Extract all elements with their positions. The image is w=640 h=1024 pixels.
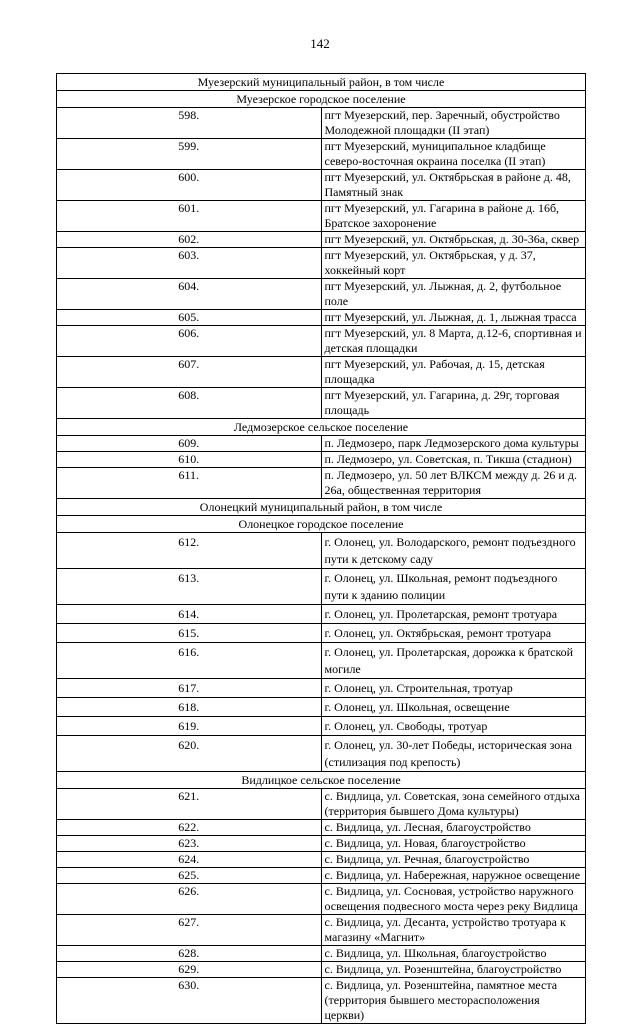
row-number: 630. <box>57 978 322 1024</box>
table-row <box>57 789 586 820</box>
row-description: пгт Муезерский, ул. Октябрьская в районе д. 48, Памятный знак <box>321 170 586 201</box>
row-number: 615. <box>57 624 322 643</box>
section-header-row <box>57 516 586 533</box>
row-number: 602. <box>57 232 322 248</box>
row-description: пгт Муезерский, ул. Октябрьская, д. 30-36а, сквер <box>321 232 586 248</box>
row-number: 629. <box>57 962 322 978</box>
table-row <box>57 852 586 868</box>
row-number: 604. <box>57 279 322 310</box>
row-description: с. Видлица, ул. Школьная, благоустройство <box>321 946 586 962</box>
table-row <box>57 452 586 468</box>
row-description: пгт Муезерский, ул. Рабочая, д. 15, детская площадка <box>321 357 586 388</box>
row-number: 606. <box>57 326 322 357</box>
row-description: пгт Муезерский, ул. Октябрьская, у д. 37, хоккейный корт <box>321 248 586 279</box>
table-row <box>57 170 586 201</box>
table-row <box>57 248 586 279</box>
table-row <box>57 279 586 310</box>
row-description: п. Ледмозеро, ул. Советская, п. Тикша (стадион) <box>321 452 586 468</box>
table-row <box>57 139 586 170</box>
table-row <box>57 468 586 499</box>
row-number: 624. <box>57 852 322 868</box>
table-row <box>57 436 586 452</box>
row-number: 622. <box>57 820 322 836</box>
row-number: 599. <box>57 139 322 170</box>
table-row <box>57 978 586 1024</box>
table-row <box>57 310 586 326</box>
row-description: пгт Муезерский, ул. 8 Марта, д.12-6, спортивная и детская площадки <box>321 326 586 357</box>
row-number: 614. <box>57 605 322 624</box>
row-number: 621. <box>57 789 322 820</box>
row-number: 605. <box>57 310 322 326</box>
row-description: с. Видлица, ул. Розенштейна, благоустройство <box>321 962 586 978</box>
table-row <box>57 946 586 962</box>
row-description: г. Олонец, ул. Пролетарская, ремонт тротуара <box>321 605 586 624</box>
table-row <box>57 868 586 884</box>
row-description: пгт Муезерский, пер. Заречный, обустройство Молодежной площадки (II этап) <box>321 108 586 139</box>
row-number: 628. <box>57 946 322 962</box>
row-number: 613. <box>57 569 322 605</box>
table-row <box>57 388 586 419</box>
table-row <box>57 232 586 248</box>
page-number: 142 <box>310 36 330 51</box>
row-description: г. Олонец, ул. Школьная, ремонт подъездного пути к зданию полиции <box>321 569 586 605</box>
row-description: пгт Муезерский, муниципальное кладбище северо-восточная окраина поселка (II этап) <box>321 139 586 170</box>
row-description: с. Видлица, ул. Советская, зона семейного отдыха (территория бывшего Дома культуры) <box>321 789 586 820</box>
table-body <box>57 74 586 1024</box>
section-title: Муезерский муниципальный район, в том числе <box>57 74 586 91</box>
row-number: 608. <box>57 388 322 419</box>
table-row <box>57 820 586 836</box>
table-row <box>57 643 586 679</box>
row-number: 609. <box>57 436 322 452</box>
table-row <box>57 624 586 643</box>
row-number: 616. <box>57 643 322 679</box>
row-description: г. Олонец, ул. Пролетарская, дорожка к братской могиле <box>321 643 586 679</box>
row-description: пгт Муезерский, ул. Лыжная, д. 2, футбольное поле <box>321 279 586 310</box>
row-number: 611. <box>57 468 322 499</box>
row-description: с. Видлица, ул. Набережная, наружное освещение <box>321 868 586 884</box>
row-description: с. Видлица, ул. Десанта, устройство тротуара к магазину «Магнит» <box>321 915 586 946</box>
row-number: 612. <box>57 533 322 569</box>
table-row <box>57 836 586 852</box>
table-row <box>57 201 586 232</box>
table-row <box>57 915 586 946</box>
section-header-row <box>57 499 586 516</box>
row-description: г. Олонец, ул. Октябрьская, ремонт тротуара <box>321 624 586 643</box>
section-header-row <box>57 772 586 789</box>
row-description: с. Видлица, ул. Речная, благоустройство <box>321 852 586 868</box>
section-title: Олонецкий муниципальный район, в том числе <box>57 499 586 516</box>
row-number: 598. <box>57 108 322 139</box>
row-description: пгт Муезерский, ул. Гагарина, д. 29г, торговая площадь <box>321 388 586 419</box>
row-description: г. Олонец, ул. Свободы, тротуар <box>321 717 586 736</box>
row-description: с. Видлица, ул. Розенштейна, памятное места (территория бывшего месторасположения церкви) <box>321 978 586 1024</box>
row-description: п. Ледмозеро, ул. 50 лет ВЛКСМ между д. 26 и д. 26а, общественная территория <box>321 468 586 499</box>
row-number: 623. <box>57 836 322 852</box>
table-row <box>57 326 586 357</box>
table-row <box>57 357 586 388</box>
row-number: 603. <box>57 248 322 279</box>
table-row <box>57 962 586 978</box>
row-number: 626. <box>57 884 322 915</box>
row-number: 625. <box>57 868 322 884</box>
table-row <box>57 679 586 698</box>
row-number: 619. <box>57 717 322 736</box>
row-number: 617. <box>57 679 322 698</box>
section-header-row <box>57 74 586 91</box>
row-description: г. Олонец, ул. Строительная, тротуар <box>321 679 586 698</box>
table-row <box>57 698 586 717</box>
locations-table <box>56 73 586 1024</box>
row-number: 607. <box>57 357 322 388</box>
section-header-row <box>57 419 586 436</box>
table-row <box>57 717 586 736</box>
section-title: Олонецкое городское поселение <box>57 516 586 533</box>
row-description: г. Олонец, ул. Школьная, освещение <box>321 698 586 717</box>
section-title: Видлицкое сельское поселение <box>57 772 586 789</box>
table-row <box>57 569 586 605</box>
row-description: пгт Муезерский, ул. Лыжная, д. 1, лыжная трасса <box>321 310 586 326</box>
row-number: 610. <box>57 452 322 468</box>
table-row <box>57 736 586 772</box>
row-description: с. Видлица, ул. Сосновая, устройство наружного освещения подвесного моста через реку Видлица <box>321 884 586 915</box>
row-description: п. Ледмозеро, парк Ледмозерского дома культуры <box>321 436 586 452</box>
table-row <box>57 108 586 139</box>
row-number: 600. <box>57 170 322 201</box>
row-number: 620. <box>57 736 322 772</box>
row-number: 618. <box>57 698 322 717</box>
row-description: пгт Муезерский, ул. Гагарина в районе д. 16б, Братское захоронение <box>321 201 586 232</box>
section-title: Муезерское городское поселение <box>57 91 586 108</box>
table-row <box>57 605 586 624</box>
row-description: г. Олонец, ул. Володарского, ремонт подъездного пути к детскому саду <box>321 533 586 569</box>
section-header-row <box>57 91 586 108</box>
row-number: 601. <box>57 201 322 232</box>
section-title: Ледмозерское сельское поселение <box>57 419 586 436</box>
table-row <box>57 533 586 569</box>
row-description: с. Видлица, ул. Новая, благоустройство <box>321 836 586 852</box>
row-description: г. Олонец, ул. 30-лет Победы, историческая зона (стилизация под крепость) <box>321 736 586 772</box>
row-description: с. Видлица, ул. Лесная, благоустройство <box>321 820 586 836</box>
table-row <box>57 884 586 915</box>
row-number: 627. <box>57 915 322 946</box>
